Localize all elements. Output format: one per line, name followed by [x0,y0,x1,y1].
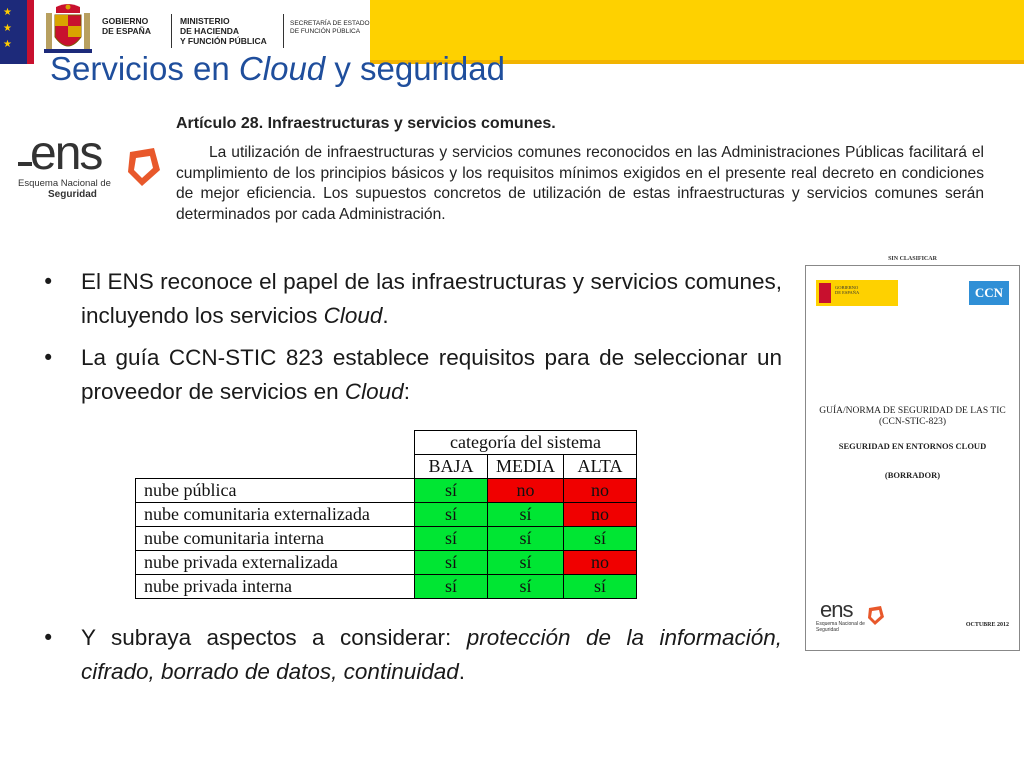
slide-title: Servicios en Cloud y seguridad [50,50,505,87]
table-header-row [136,455,637,479]
row-label: nube privada externalizada [136,551,415,575]
article-excerpt [176,115,984,225]
table-row [136,479,637,503]
bullet-marker: • [42,626,55,650]
article-text: La utilización de infraestructuras y servicios comunes reconocidos en las Administraciones Públicas facilitará el cumplimiento de los principios básicos y los requisitos mínimos exigidos en el presente real decreto en condiciones de mejor eficiencia. Los supuestos concretos de utilización de estas infraestructuras y servicios comunes serán determinados por cada Administración. [176,144,984,223]
bullet-marker: • [42,270,55,294]
guide-cover-thumbnail [805,265,1020,651]
column-header: BAJA [415,455,488,479]
ens-logo [814,597,894,637]
table-cell: no [488,479,564,503]
bullet-item: • El ENS reconoce el papel de las infraestructuras y servicios comunes, incluyendo los servicios Cloud. [42,265,782,333]
header-divider [171,14,172,48]
star-icon: ★ [3,23,12,34]
gov-logo [816,280,898,306]
row-label: nube comunitaria externalizada [136,503,415,527]
ens-logo-word: ens [30,127,102,180]
eu-flag [0,0,27,64]
article-heading: Artículo 28. Infraestructuras y servicios comunes. [176,115,556,132]
ens-shield-icon [866,605,886,627]
table-row [136,551,637,575]
cloud-category-table [135,430,637,599]
government-label: GOBIERNO DE ESPAÑA [102,16,151,36]
row-label: nube privada interna [136,575,415,599]
ens-shield-icon [124,146,164,190]
table-cell: no [564,503,637,527]
gov-logo-text: GOBIERNO DE ESPAÑA [835,285,860,295]
gov-shield-icon [819,283,831,303]
table-body [136,479,637,599]
table-cell: no [564,551,637,575]
table-group-header: categoría del sistema [415,431,637,455]
guide-status: (BORRADOR) [884,470,941,480]
ens-logo-word: ens [820,597,853,622]
table-cell: sí [415,479,488,503]
table-row [136,527,637,551]
table-cell: no [564,479,637,503]
table-cell: sí [415,551,488,575]
ens-tagline: Seguridad [816,627,839,633]
ens-logo [16,127,168,204]
table-corner [136,455,415,479]
table-header-row [136,431,637,455]
bullet-item: • La guía CCN-STIC 823 establece requisitos para de seleccionar un proveedor de servicios en Cloud: [42,341,782,409]
ens-tagline: Esquema Nacional de [816,621,865,627]
table-cell: sí [415,503,488,527]
bullet-item: • Y subraya aspectos a considerar: protección de la información, cifrado, borrado de datos, continuidad. [42,621,782,689]
ministry-label: MINISTERIO DE HACIENDA Y FUNCIÓN PÚBLICA [180,16,267,46]
table-cell: sí [488,527,564,551]
column-header: ALTA [564,455,637,479]
star-icon: ★ [3,7,12,18]
table-cell: sí [564,527,637,551]
star-icon: ★ [3,39,12,50]
row-label: nube comunitaria interna [136,527,415,551]
header-red-bar [27,0,34,64]
ccn-logo: CCN [969,281,1009,305]
table-cell: sí [488,575,564,599]
ens-tagline: Esquema Nacional de [18,178,111,189]
table-row [136,503,637,527]
table-cell: sí [488,503,564,527]
table-cell: sí [415,575,488,599]
table-row [136,575,637,599]
ens-tagline-bold: Seguridad [48,189,97,200]
classification-label: SIN CLASIFICAR [888,256,937,262]
table-corner [136,431,415,455]
row-label: nube pública [136,479,415,503]
bullet-marker: • [42,346,55,370]
guide-date: OCTUBRE 2012 [965,622,1009,628]
guide-subtitle: SEGURIDAD EN ENTORNOS CLOUD [838,441,987,451]
table-cell: sí [415,527,488,551]
secretary-label: SECRETARÍA DE ESTADO DE FUNCIÓN PÚBLICA [290,20,370,35]
guide-title: GUÍA/NORMA DE SEGURIDAD DE LAS TIC (CCN-STIC-823) [819,406,1006,427]
table-cell: sí [564,575,637,599]
header-divider [283,14,284,48]
table-cell: sí [488,551,564,575]
column-header: MEDIA [488,455,564,479]
